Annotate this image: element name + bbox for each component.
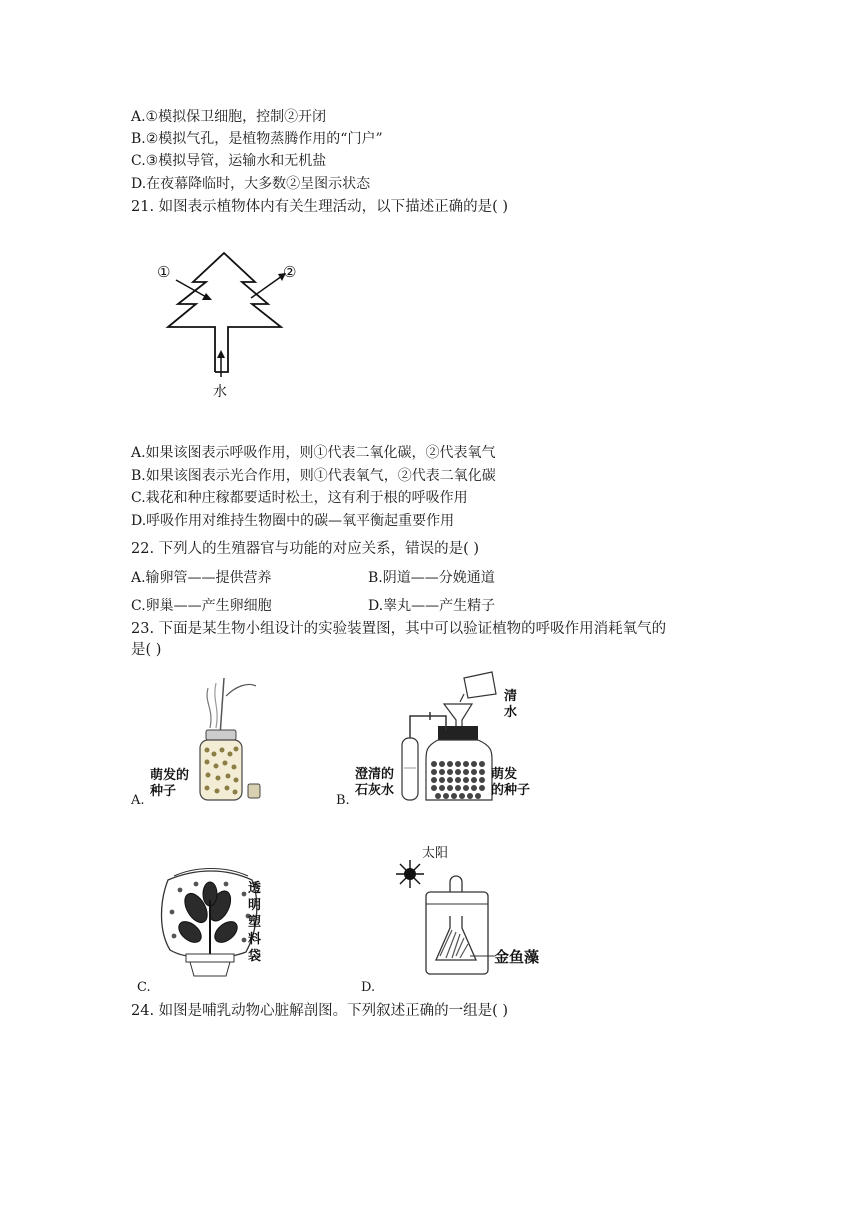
q23-c-label: 透 明 塑 料 袋 xyxy=(248,881,262,964)
q23-figure-a xyxy=(190,678,270,803)
q23-stem-line2: 是( ) xyxy=(131,642,162,658)
q22-stem: 22. 下列人的生殖器官与功能的对应关系，错误的是( ) xyxy=(131,541,480,557)
q22-option-c: C.卵巢——产生卵细胞 xyxy=(131,598,272,614)
tree-outline xyxy=(168,253,281,372)
q23-d-label-algae: 金鱼藻 xyxy=(494,948,540,966)
q23-b-label-seeds-text: 萌发 的种子 xyxy=(491,767,531,798)
q23-d-label-sun: 太阳 xyxy=(422,846,449,861)
q24-stem: 24. 如图是哺乳动物心脏解剖图。下列叙述正确的一组是( ) xyxy=(131,1003,509,1019)
q21-label-1: ① xyxy=(157,263,171,281)
q23-option-b: B. xyxy=(336,793,350,808)
q22-option-b: B.阴道——分娩通道 xyxy=(368,570,495,586)
q23-b-label-lime xyxy=(355,767,394,799)
q20-option-d: D.在夜幕降临时，大多数②呈图示状态 xyxy=(131,176,371,192)
q23-option-a: A. xyxy=(131,793,145,808)
q23-a-label xyxy=(150,768,189,800)
q21-stem: 21. 如图表示植物体内有关生理活动，以下描述正确的是( ) xyxy=(131,199,509,215)
q23-b-label-water-text: 清 水 xyxy=(504,689,518,720)
q23-b-label-seeds xyxy=(491,767,530,799)
q23-stem-line1: 23. 下面是某生物小组设计的实验装置图，其中可以验证植物的呼吸作用消耗氧气的 xyxy=(131,621,667,637)
q21-option-b: B.如果该图表示光合作用，则①代表氧气，②代表二氧化碳 xyxy=(131,468,496,484)
arrow-2 xyxy=(251,276,282,298)
q20-option-a: A.①模拟保卫细胞，控制②开闭 xyxy=(131,109,327,125)
q21-option-d: D.呼吸作用对维持生物圈中的碳—氧平衡起重要作用 xyxy=(131,513,455,529)
q22-option-d: D.睾丸——产生精子 xyxy=(368,598,496,614)
q20-option-c: C.③模拟导管，运输水和无机盐 xyxy=(131,153,327,169)
q21-option-c: C.栽花和种庄稼都要适时松土，这有利于根的呼吸作用 xyxy=(131,490,468,506)
q21-label-water: 水 xyxy=(213,384,227,400)
q21-label-2: ② xyxy=(283,263,297,281)
q23-option-d: D. xyxy=(361,980,376,995)
q23-option-c: C. xyxy=(137,980,151,995)
q22-option-a: A.输卵管——提供营养 xyxy=(131,570,272,586)
q23-b-label-lime-text: 澄清的 石灰水 xyxy=(355,767,395,798)
q23-b-label-water xyxy=(504,689,517,721)
q23-figure-d xyxy=(390,856,500,978)
q20-option-b: B.②模拟气孔，是植物蒸腾作用的“门户” xyxy=(131,131,383,147)
q23-a-label-text: 萌发的 种子 xyxy=(150,768,190,799)
q21-option-a: A.如果该图表示呼吸作用，则①代表二氧化碳，②代表氧气 xyxy=(131,445,496,461)
